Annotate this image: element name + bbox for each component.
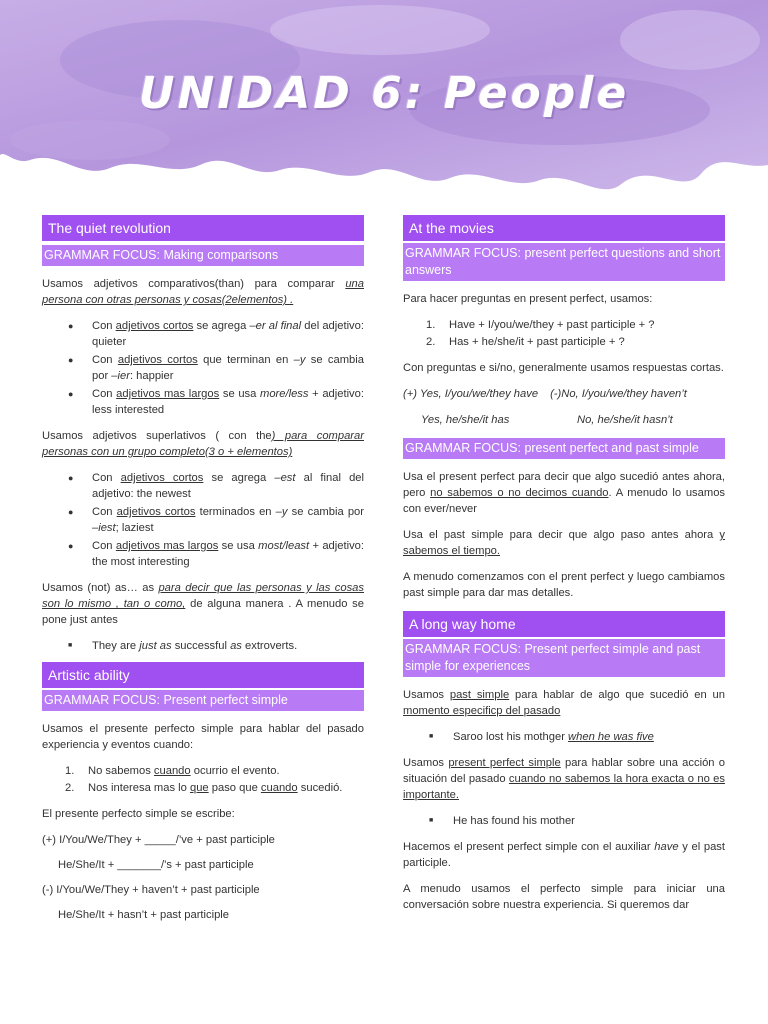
list-item: ■ They are just as successful as extroverts. <box>42 638 364 654</box>
section-heading: The quiet revolution <box>42 215 364 241</box>
list-item: ■ Saroo lost his mothger when he was five <box>403 729 725 745</box>
list-item: ● Con adjetivos cortos se agrega –est al final del adjetivo: the newest <box>42 470 364 502</box>
section-heading: A long way home <box>403 611 725 637</box>
answer-row: Yes, he/she/it has No, he/she/it hasn’t <box>421 414 673 426</box>
formula-line: He/She/It + _______/’s + past participle <box>58 859 254 871</box>
list-item: ■ He has found his mother <box>403 813 725 829</box>
paragraph: Para hacer preguntas en present perfect, usamos: <box>403 293 653 305</box>
bullet-list <box>42 318 364 418</box>
bullet-list <box>42 638 364 654</box>
right-column <box>403 215 725 923</box>
paragraph: Usamos adjetivos comparativos(than) para comparar una persona con otras personas y cosas(2elementos) . <box>42 278 364 306</box>
bullet-list <box>42 470 364 570</box>
list-item: 1. Have + I/you/we/they + past participle + ? <box>426 319 655 331</box>
list-item: ● Con adjetivos mas largos se usa more/less + adjetivo: less interested <box>42 386 364 418</box>
paragraph: Usamos el presente perfecto simple para hablar del pasado experiencia y eventos cuando: <box>42 723 364 751</box>
list-item: 2. Has + he/she/it + past participle + ? <box>426 336 625 348</box>
numbered-list <box>42 763 364 796</box>
paragraph: Con preguntas e si/no, generalmente usamos respuestas cortas. <box>403 362 724 374</box>
numbered-list <box>403 317 725 350</box>
paragraph: A menudo comenzamos con el prent perfect y luego cambiamos past simple para dar mas detalles. <box>403 571 725 599</box>
grammar-focus-heading: GRAMMAR FOCUS: present perfect questions and short answers <box>403 243 725 281</box>
grammar-focus-heading: GRAMMAR FOCUS: Present perfect simple and past simple for experiences <box>403 639 725 677</box>
answer-row: (+) Yes, I/you/we/they have (-)No, I/you/we/they haven’t <box>403 388 687 400</box>
paragraph: Usa el past simple para decir que algo paso antes ahora y sabemos el tiempo. <box>403 529 725 557</box>
page-title: UNIDAD 6: People <box>138 68 630 119</box>
list-item: ● Con adjetivos mas largos se usa most/least + adjetivo: the most interesting <box>42 538 364 570</box>
left-column <box>42 215 364 932</box>
paragraph: El presente perfecto simple se escribe: <box>42 808 235 820</box>
bullet-list <box>403 729 725 745</box>
paragraph: Usamos adjetivos superlativos ( con the) para comparar personas con un grupo completo(3 o + elementos) <box>42 430 364 458</box>
grammar-focus-heading: GRAMMAR FOCUS: present perfect and past simple <box>403 438 725 459</box>
list-item: ● Con adjetivos cortos que terminan en –y se cambia por –ier: happier <box>42 352 364 384</box>
paragraph: Hacemos el present perfect simple con el auxiliar have y el past participle. <box>403 841 725 869</box>
formula-line: (-) I/You/We/They + haven’t + past participle <box>42 884 260 896</box>
paragraph: Usamos (not) as… as para decir que las personas y las cosas son lo mismo , tan o como, de alguna manera . A menudo se pone just antes <box>42 582 364 626</box>
bullet-list <box>403 813 725 829</box>
list-item: 2. Nos interesa mas lo que paso que cuando sucedió. <box>65 782 343 794</box>
paragraph: Usa el present perfect para decir que algo sucedió antes ahora, pero no sabemos o no decimos cuando. A menudo lo usamos con ever/never <box>403 471 726 515</box>
list-item: 1. No sabemos cuando ocurrio el evento. <box>65 765 280 777</box>
grammar-focus-heading: GRAMMAR FOCUS: Present perfect simple <box>42 690 364 711</box>
list-item: ● Con adjetivos cortos terminados en –y se cambia por –iest; laziest <box>42 504 364 536</box>
formula-line: He/She/It + hasn’t + past participle <box>58 909 230 921</box>
paragraph: Usamos past simple para hablar de algo que sucedió en un momento especificp del pasado <box>403 689 725 717</box>
grammar-focus-heading: GRAMMAR FOCUS: Making comparisons <box>42 245 364 266</box>
formula-line: (+) I/You/We/They + _____/’ve + past participle <box>42 834 275 846</box>
list-item: ● Con adjetivos cortos se agrega –er al final del adjetivo: quieter <box>42 318 364 350</box>
section-heading: Artistic ability <box>42 662 364 688</box>
section-heading: At the movies <box>403 215 725 241</box>
paragraph: Usamos present perfect simple para hablar sobre una acción o situación del pasado cuando no sabemos la hora exacta o no es importante. <box>403 757 726 801</box>
paragraph: A menudo usamos el perfecto simple para iniciar una conversación sobre nuestra experiencia. Si queremos dar <box>403 883 725 911</box>
